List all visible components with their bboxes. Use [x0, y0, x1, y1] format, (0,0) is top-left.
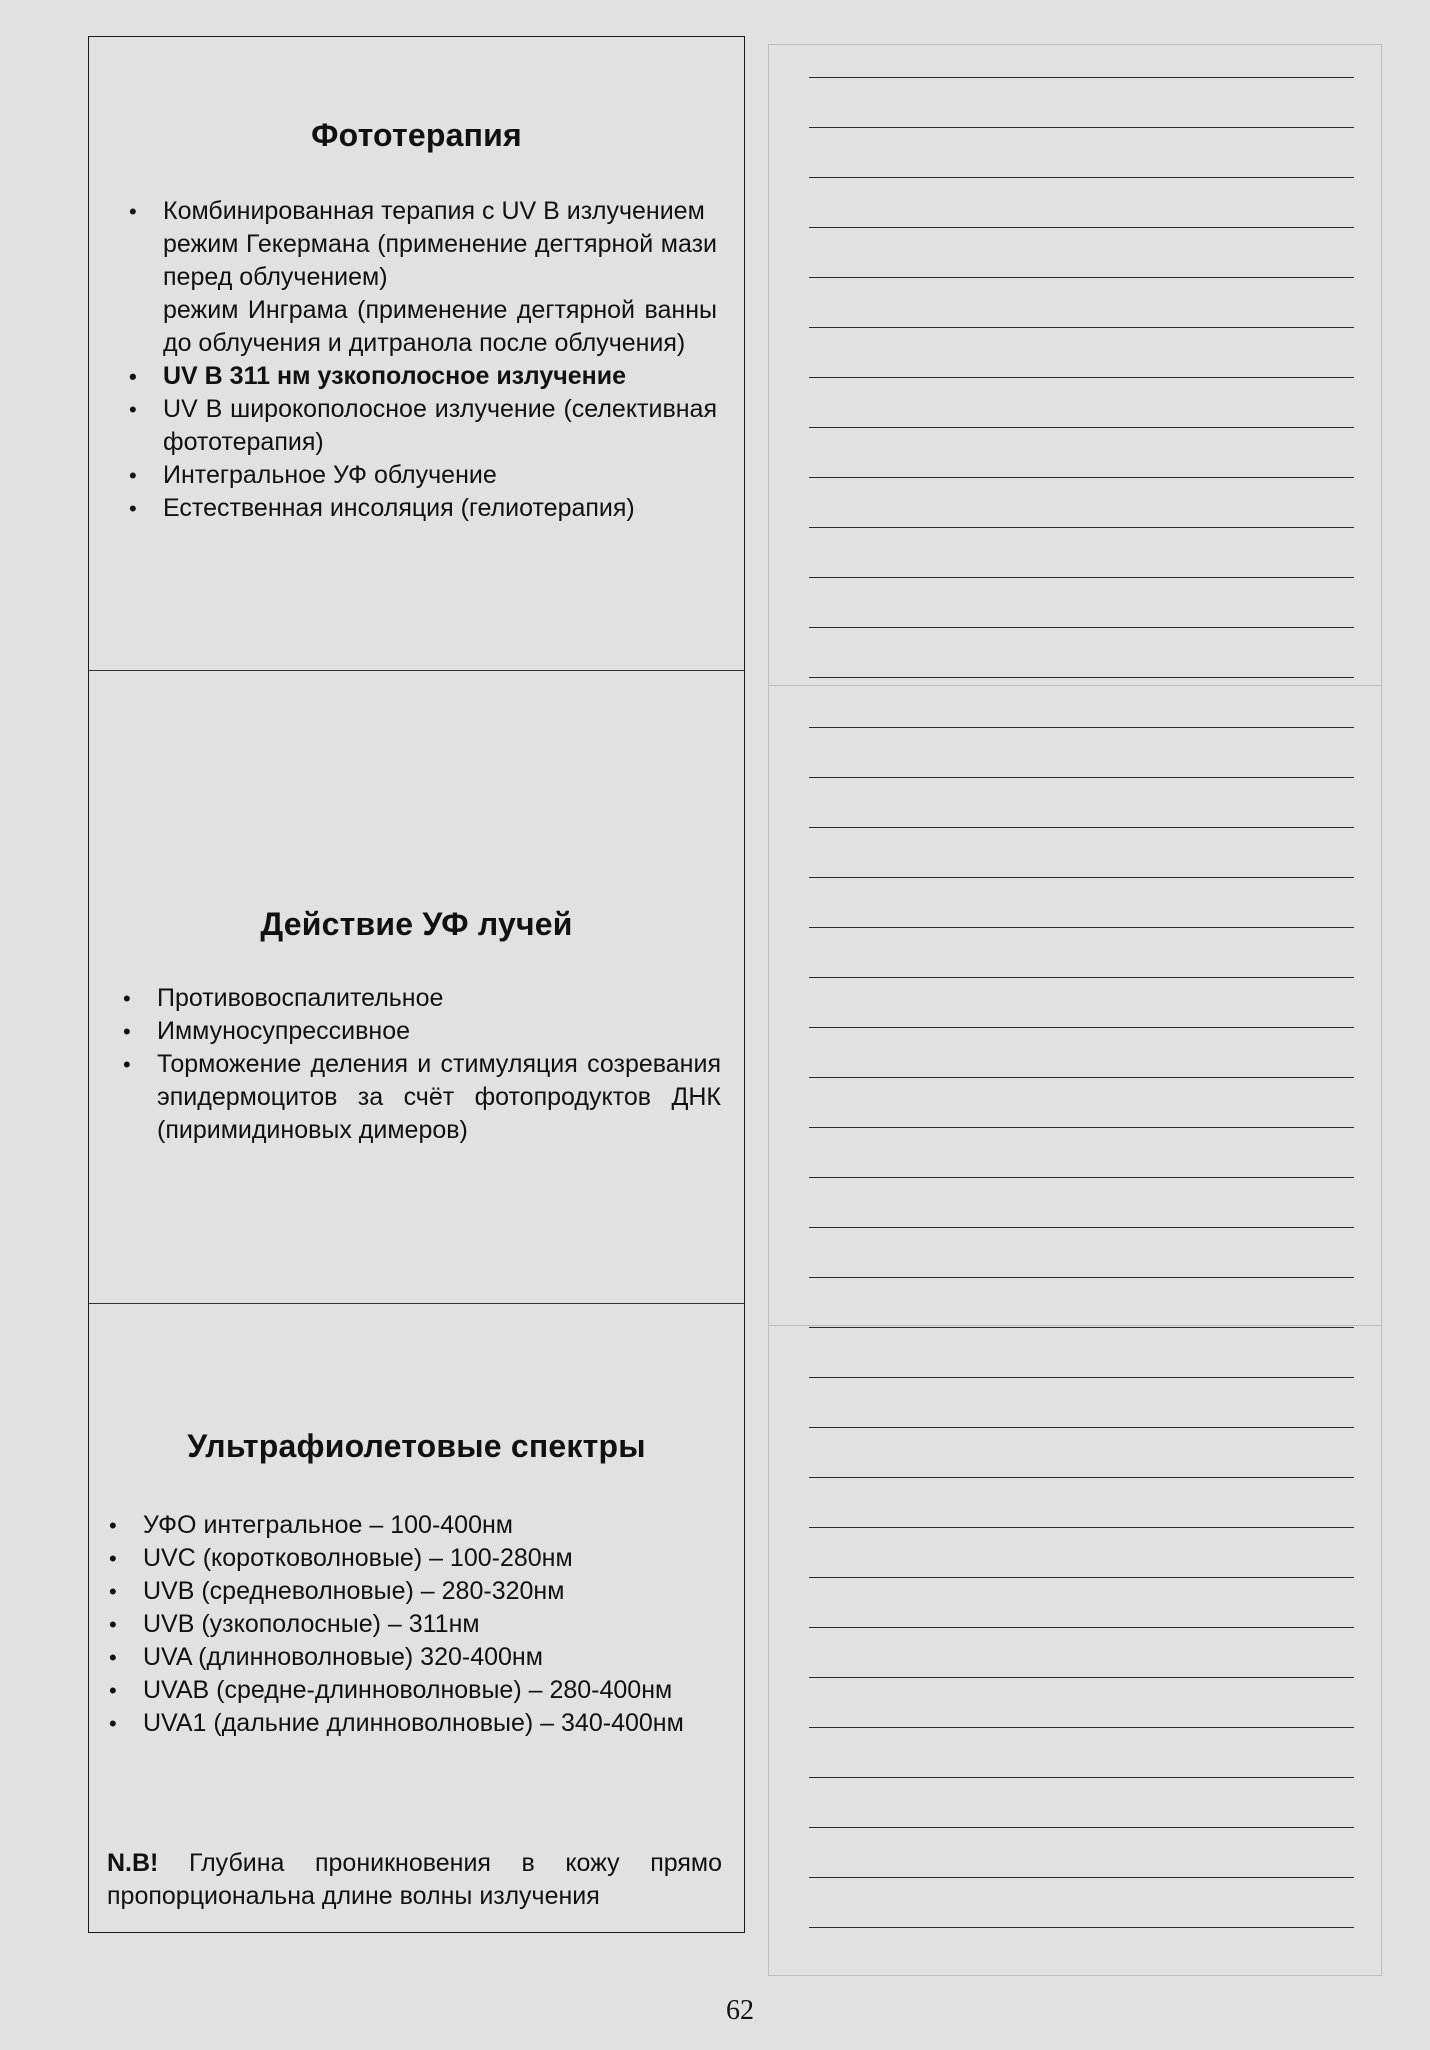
ruled-line — [809, 527, 1354, 528]
ruled-line — [809, 927, 1354, 928]
list-item: • UVAB (средне-длинноволновые) – 280-400нм — [107, 1674, 717, 1707]
ruled-line — [809, 1777, 1354, 1778]
ruled-line — [809, 1927, 1354, 1928]
ruled-line — [809, 827, 1354, 828]
list-item: • Торможение деления и стимуляция созревания эпидермоцитов за счёт фотопродуктов ДНК (пиримидиновых димеров) — [121, 1048, 721, 1147]
ruled-line — [809, 227, 1354, 228]
ruled-line — [809, 1227, 1354, 1228]
notes-block — [769, 685, 1381, 1326]
list-item: • UVA1 (дальние длинноволновые) – 340-400нм — [107, 1707, 717, 1740]
list-item: • UVC (коротковолновые) – 100-280нм — [107, 1542, 717, 1575]
ruled-line — [809, 477, 1354, 478]
ruled-line — [809, 1627, 1354, 1628]
list-item: • UV B 311 нм узкополосное излучение — [127, 360, 717, 393]
ruled-line — [809, 277, 1354, 278]
list-item: • UVB (узкополосные) – 311нм — [107, 1608, 717, 1641]
ruled-line — [809, 577, 1354, 578]
ruled-line — [809, 1327, 1354, 1328]
notes-column — [768, 44, 1382, 1976]
list-item: • Иммуносупрессивное — [121, 1015, 721, 1048]
ruled-line — [809, 127, 1354, 128]
ruled-line — [809, 627, 1354, 628]
ruled-line — [809, 1827, 1354, 1828]
note — [107, 1847, 722, 1913]
list-item: • UVA (длинноволновые) 320-400нм — [107, 1641, 717, 1674]
list-item: • Противовоспалительное — [121, 982, 721, 1015]
ruled-line — [809, 877, 1354, 878]
ruled-line — [809, 1027, 1354, 1028]
ruled-line — [809, 1427, 1354, 1428]
ruled-line — [809, 377, 1354, 378]
ruled-line — [809, 977, 1354, 978]
note-text: Глубина проникновения в кожу прямо пропорциональна длине волны излучения — [107, 1849, 722, 1910]
content-frame — [88, 36, 745, 1933]
uv-action-list — [121, 982, 721, 1147]
ruled-line — [809, 177, 1354, 178]
uv-spectra-list — [107, 1509, 717, 1740]
ruled-line — [809, 1277, 1354, 1278]
ruled-line — [809, 1127, 1354, 1128]
ruled-line — [809, 1677, 1354, 1678]
note-label: N.B! — [107, 1849, 159, 1877]
phototherapy-section — [89, 37, 744, 671]
list-item: режим Инграма (применение дегтярной ванны до облучения и дитранола после облучения) — [163, 296, 717, 357]
uv-action-section — [89, 670, 744, 1304]
list-item: • УФО интегральное – 100-400нм — [107, 1509, 717, 1542]
uv-spectra-title: Ультрафиолетовые спектры — [187, 1428, 646, 1464]
phototherapy-list — [127, 195, 717, 525]
list-item: • Естественная инсоляция (гелиотерапия) — [127, 492, 717, 525]
ruled-line — [809, 1577, 1354, 1578]
ruled-line — [809, 1527, 1354, 1528]
uv-spectra-section — [89, 1303, 744, 1932]
ruled-line — [809, 1377, 1354, 1378]
ruled-line — [809, 1877, 1354, 1878]
ruled-line — [809, 427, 1354, 428]
ruled-line — [809, 777, 1354, 778]
notes-block — [769, 45, 1381, 686]
list-item: • Комбинированная терапия с UV B излучением — [127, 195, 717, 228]
uv-action-title: Действие УФ лучей — [260, 906, 573, 942]
ruled-line — [809, 77, 1354, 78]
list-item: • UVB (средневолновые) – 280-320нм — [107, 1575, 717, 1608]
list-item: • UV B широкополосное излучение (селективная фототерапия) — [127, 393, 717, 459]
list-item: режим Гекермана (применение дегтярной мази перед облучением) — [163, 230, 717, 291]
list-item: • Интегральное УФ облучение — [127, 459, 717, 492]
phototherapy-title: Фототерапия — [311, 117, 522, 153]
ruled-line — [809, 677, 1354, 678]
ruled-line — [809, 1727, 1354, 1728]
ruled-line — [809, 1077, 1354, 1078]
ruled-line — [809, 1177, 1354, 1178]
ruled-line — [809, 1477, 1354, 1478]
ruled-line — [809, 327, 1354, 328]
page-number: 62 — [726, 1995, 754, 2026]
ruled-line — [809, 727, 1354, 728]
